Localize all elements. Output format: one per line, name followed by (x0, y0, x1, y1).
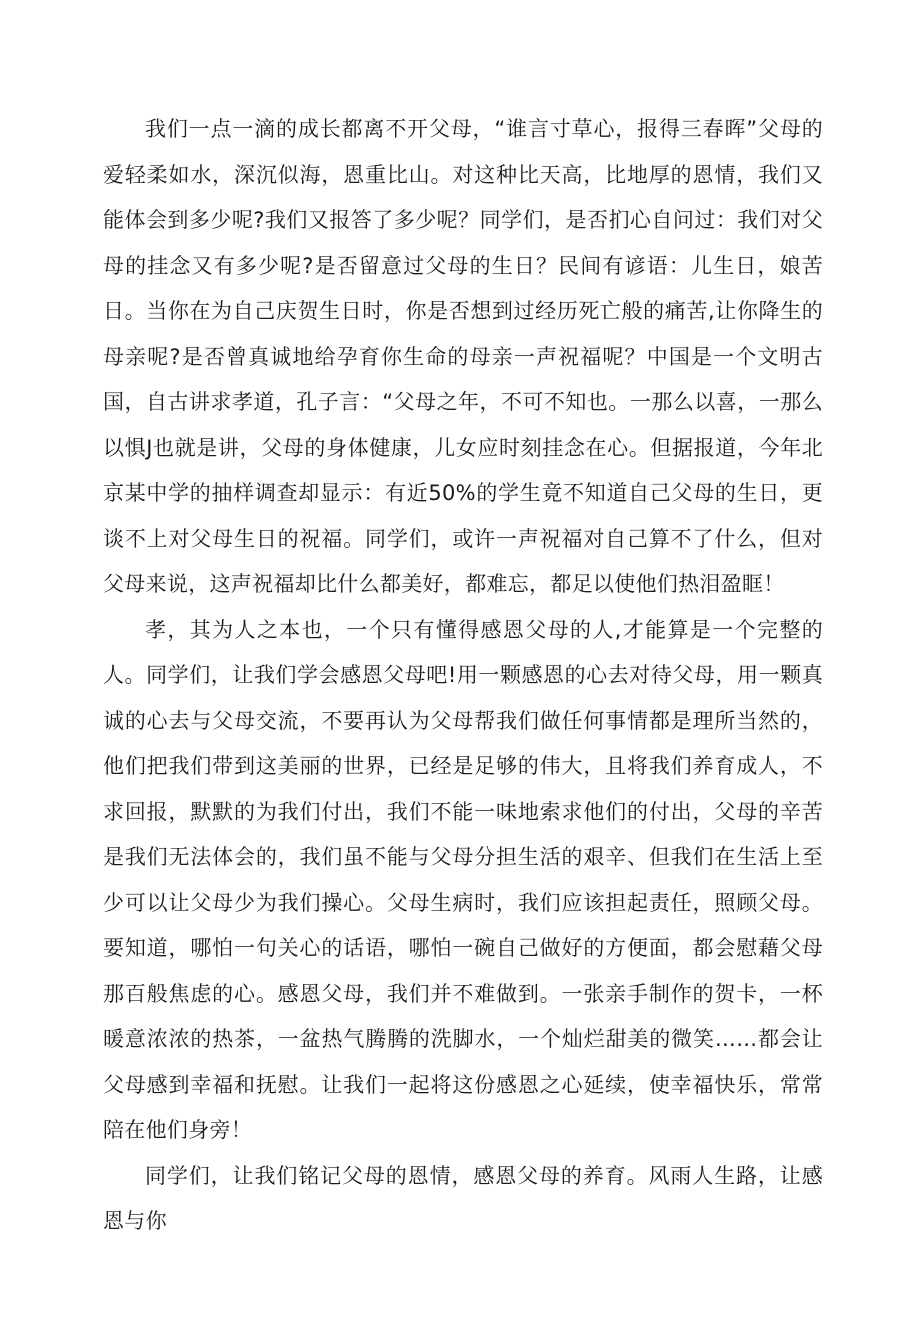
document-body (103, 107, 823, 1245)
paragraph-2: 孝，其为人之本也，一个只有懂得感恩父母的人,才能算是一个完整的人。同学们，让我们学会感恩父母吧!用一颗感恩的心去对待父母，用一颗真诚的心去与父母交流，不要再认为父母帮我们做任何事情都是理所当然的，他们把我们带到这美丽的世界，已经是足够的伟大，且将我们养育成人，不求回报，默默的为我们付出，我们不能一味地索求他们的付出，父母的辛苦是我们无法体会的，我们虽不能与父母分担生活的艰辛、但我们在生活上至少可以让父母少为我们操心。父母生病时，我们应该担起责任，照顾父母。要知道，哪怕一句关心的话语，哪怕一碗自己做好的方便面，都会慰藉父母那百般焦虑的心。感恩父母，我们并不难做到。一张亲手制作的贺卡，一杯暖意浓浓的热茶，一盆热气腾腾的洗脚水，一个灿烂甜美的微笑……都会让父母感到幸福和抚慰。让我们一起将这份感恩之心延续，使幸福快乐，常常陪在他们身旁！ (103, 617, 823, 1142)
paragraph-1: 我们一点一滴的成长都离不开父母，“谁言寸草心，报得三春晖”父母的爱轻柔如水，深沉似海，恩重比山。对这种比天高，比地厚的恩情，我们又能体会到多少呢?我们又报答了多少呢？同学们，是否扪心自问过：我们对父母的挂念又有多少呢?是否留意过父母的生日？民间有谚语：儿生日，娘苦日。当你在为自己庆贺生日时，你是否想到过经历死亡般的痛苦,让你降生的母亲呢?是否曾真诚地给孕育你生命的母亲一声祝福呢？中国是一个文明古国，自古讲求孝道，孔子言：“父母之年，不可不知也。一那么以喜，一那么以惧J也就是讲，父母的身体健康，儿女应时刻挂念在心。但据报道，今年北京某中学的抽样调查却显示：有近50%的学生竟不知道自己父母的生日，更谈不上对父母生日的祝福。同学们，或许一声祝福对自己算不了什么，但对父母来说，这声祝福却比什么都美好，都难忘，都足以使他们热泪盈眶！ (103, 117, 823, 596)
paragraph-3: 同学们，让我们铭记父母的恩情，感恩父母的养育。风雨人生路，让感恩与你 (103, 1163, 823, 1233)
